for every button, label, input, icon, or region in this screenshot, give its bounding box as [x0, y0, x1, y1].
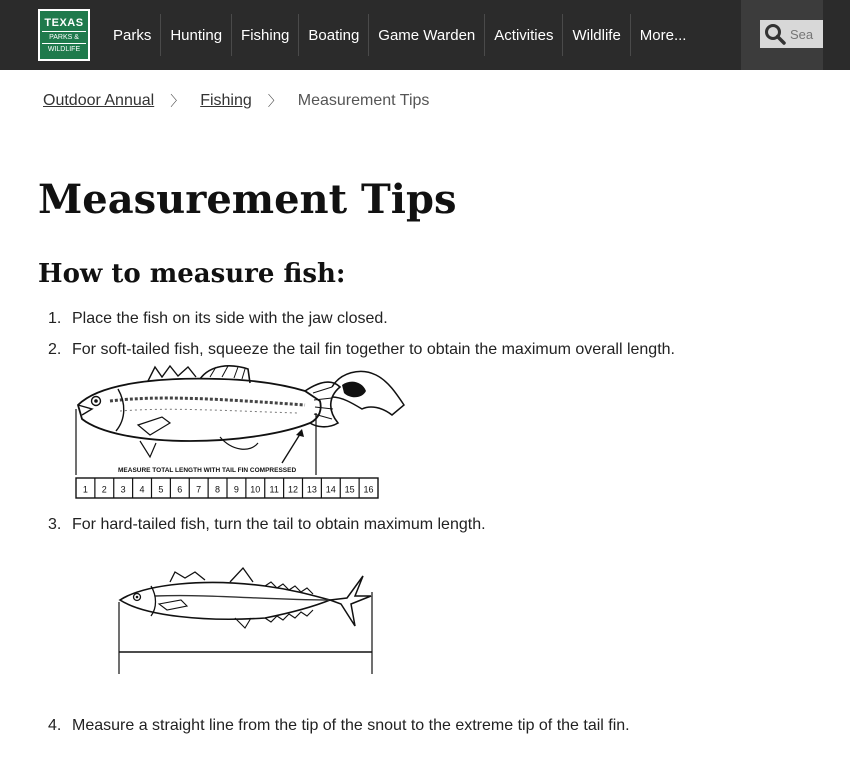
search-box[interactable]: [760, 20, 823, 48]
breadcrumb-fishing[interactable]: Fishing: [200, 92, 252, 109]
figure-caption: MEASURE TOTAL LENGTH WITH TAIL FIN COMPRESSED: [118, 467, 297, 474]
nav-item-game-warden[interactable]: Game Warden: [368, 14, 484, 56]
step-1: [48, 310, 388, 328]
nav-edge: [823, 0, 850, 70]
nav-item-hunting[interactable]: Hunting: [160, 14, 231, 56]
logo-line-1: TEXAS: [42, 18, 86, 32]
page-title: Measurement Tips: [38, 176, 457, 223]
search-input[interactable]: [786, 27, 823, 42]
soft-tailed-fish-illustration: [70, 363, 410, 503]
step-number: 3.: [48, 516, 62, 533]
step-text: Place the fish on its side with the jaw closed.: [72, 310, 388, 327]
step-number: 4.: [48, 717, 62, 734]
step-4: [48, 717, 630, 735]
ruler-number: 12: [288, 484, 299, 495]
step-text: For soft-tailed fish, squeeze the tail fin together to obtain the maximum overall length.: [72, 341, 675, 358]
step-number: 2.: [48, 341, 62, 358]
nav-item-more[interactable]: More...: [630, 14, 696, 56]
ruler-number: 7: [196, 484, 202, 495]
step-2: [48, 341, 675, 359]
breadcrumb-separator: 〉: [170, 93, 185, 109]
top-navigation-bar: [0, 0, 850, 70]
ruler-number: 3: [120, 484, 126, 495]
search-icon[interactable]: [764, 23, 786, 45]
nav-item-boating[interactable]: Boating: [298, 14, 368, 56]
ruler-number: 16: [363, 484, 374, 495]
breadcrumb-current: Measurement Tips: [297, 92, 430, 109]
nav-item-activities[interactable]: Activities: [484, 14, 562, 56]
logo-line-2: PARKS &: [42, 34, 86, 44]
ruler-number: 5: [158, 484, 164, 495]
step-text: Measure a straight line from the tip of the snout to the extreme tip of the tail fin.: [72, 717, 630, 734]
ruler-number: 2: [101, 484, 107, 495]
nav-item-wildlife[interactable]: Wildlife: [562, 14, 629, 56]
ruler-number: 15: [344, 484, 355, 495]
ruler-number: 1: [82, 484, 88, 495]
breadcrumb-separator: 〉: [267, 93, 282, 109]
main-menu: [104, 14, 695, 56]
section-title: How to measure fish:: [38, 259, 346, 289]
step-text: For hard-tailed fish, turn the tail to obtain maximum length.: [72, 516, 486, 533]
hard-tailed-fish-illustration: [115, 566, 380, 681]
step-number: 1.: [48, 310, 62, 327]
tpwd-logo[interactable]: [38, 9, 90, 61]
ruler-number: 4: [139, 484, 145, 495]
ruler-number: 13: [306, 484, 317, 495]
ruler-number: 6: [177, 484, 183, 495]
logo-line-3: WILDLIFE: [47, 45, 81, 53]
ruler-number: 14: [325, 484, 336, 495]
nav-item-parks[interactable]: Parks: [113, 26, 152, 44]
ruler-number: 8: [215, 484, 221, 495]
ruler-number: 10: [250, 484, 261, 495]
breadcrumb-outdoor-annual[interactable]: Outdoor Annual: [43, 92, 155, 109]
ruler-marks: [83, 478, 374, 498]
breadcrumb: [43, 90, 429, 112]
ruler-number: 9: [233, 484, 239, 495]
nav-item-fishing[interactable]: Fishing: [231, 14, 298, 56]
ruler-number: 11: [269, 484, 279, 495]
step-3: [48, 516, 486, 534]
